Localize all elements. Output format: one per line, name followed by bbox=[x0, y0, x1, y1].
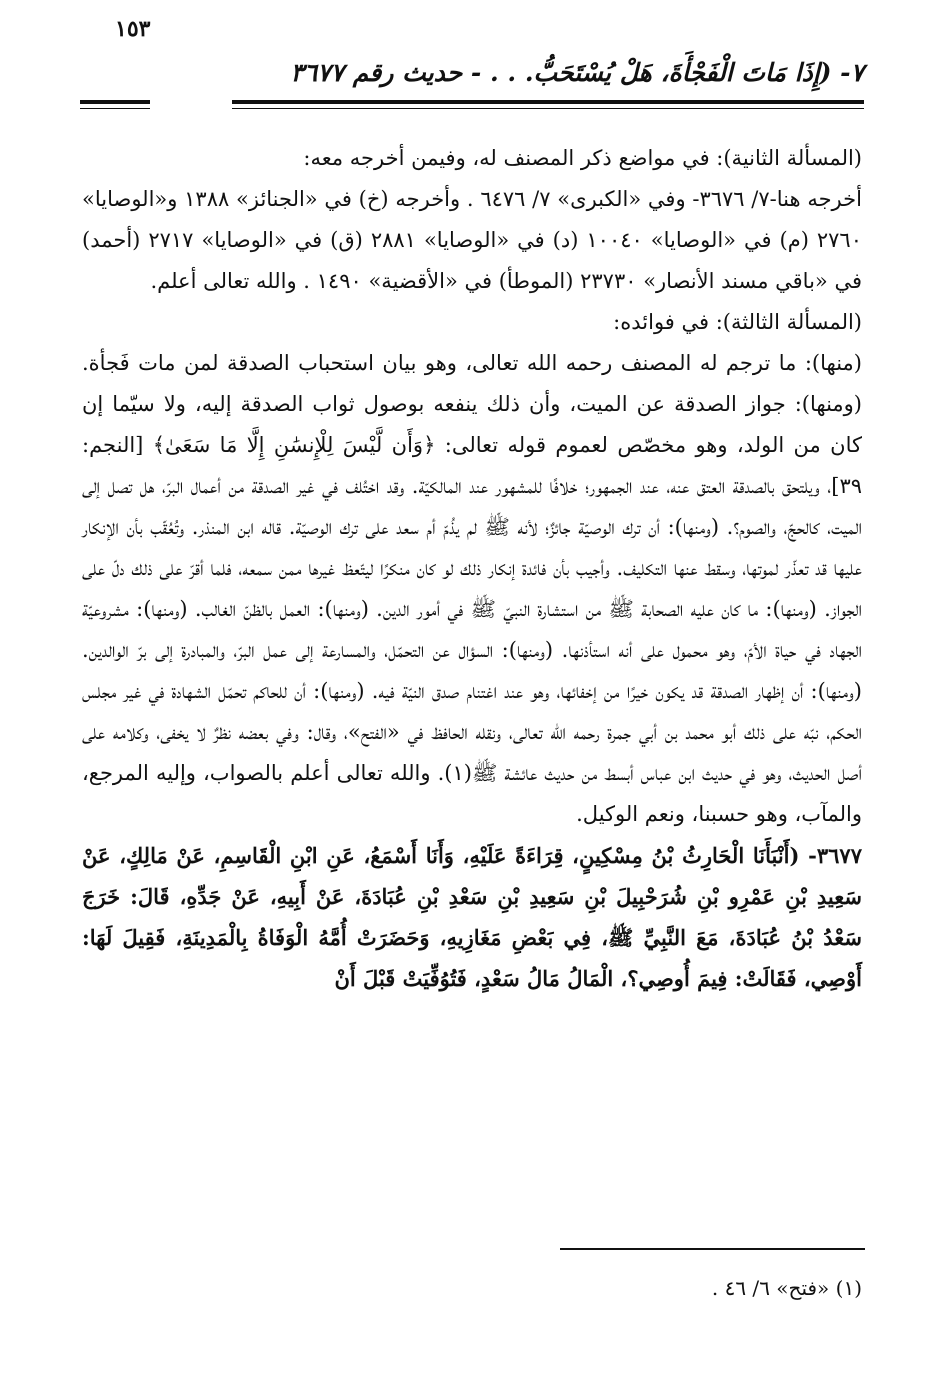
page-number-rule-thin bbox=[80, 108, 150, 109]
hadith-text: ٣٦٧٧- (أَنْبَأَنَا الْحَارِثُ بْنُ مِسْكِينٍ، قِرَاءَةً عَلَيْهِ، وَأَنَا أَسْمَعُ، عَنِ ابْنِ الْقَاسِمِ، عَنْ مَالِكٍ، عَنْ سَعِيدِ بْنِ عَمْرِو بْنِ شُرَحْبِيلَ بْنِ سَعِيدِ بْنِ سَعْدِ بْنِ عُبَادَةَ، عَنْ أَبِيهِ، عَنْ جَدِّهِ، قَالَ: خَرَجَ سَعْدُ بْنُ عُبَادَةَ، مَعَ النَّبِيِّ ﷺ، فِي بَعْضِ مَغَازِيهِ، وَحَضَرَتْ أُمَّهُ الْوَفَاةُ بِالْمَدِينَةِ، فَقِيلَ لَهَا: أَوْصِي، فَقَالَتْ: فِيمَ أُوصِي؟، الْمَالُ مَالُ سَعْدٍ، فَتُوُفِّيَتْ قَبْلَ أَنْ bbox=[82, 843, 862, 991]
footnote-separator bbox=[560, 1248, 865, 1250]
header-title: ٧- (إِذَا مَاتَ الْفَجْأَةَ، هَلْ يُسْتَحَبُّ. . . - حديث رقم ٣٦٧٧ bbox=[290, 58, 864, 87]
paragraph: (المسألة الثانية): في مواضع ذكر المصنف له، وفيمن أخرجه معه: bbox=[303, 146, 862, 170]
page-number-rule bbox=[80, 100, 150, 104]
paragraph: (منها): ما ترجم له المصنف رحمه الله تعالى، وهو بيان استحباب الصدقة لمن مات فَجأة. (ومنها): جواز الصدقة عن الميت، وأن ذلك ينفعه بوصول ثواب الصدقة إليه، ولا سيّما إن كان من الولد، وهو مخصّص لعموم قوله تعالى: ﴿وَأَن لَّيْسَ لِلْإِنسَٰنِ إِلَّا مَا سَعَىٰ﴾ [النجم: ٣٩]، ويلتحق بالصدقة العتق عنه، عند الجمهور؛ خلافًا للمشهور عند المالكيّة. وقد اختُلف في غير الصدقة من أعمال البرّ، هل تصل إلى الميت، كالحجّ، والصوم؟. (ومنها): أن ترك الوصيّة جائزٌ؛ لأنه ﷺ لم يذُمّ أم سعد على ترك الوصيّة. قاله ابن المنذر. وتُعُقّب بأن الإنكار عليها قد تعذّر لموتها، وسقط عنها التكليف. وأجيب بأن فائدة إنكار ذلك لو كان منكرًا ليتّعظ غيرها ممن سمعه، فلما أقرّ على ذلك دلّ على الجواز. (ومنها): ما كان عليه الصحابة ﷺ من استشارة النبيّ ﷺ في أمور الدين. (ومنها): العمل بالظنّ الغالب. (ومنها): مشروعيّة الجهاد في حياة الأمّ، وهو محمول على أنه استأذنها. (ومنها): السؤال عن التحمّل، والمسارعة إلى عمل البرّ، والمبادرة إلى برّ الوالدين. (ومنها): أن إظهار الصدقة قد يكون خيرًا من إخفائها، وهو عند اغتنام صدق النيّة فيه. (ومنها): أن للحاكم تحمّل الشهادة في غير مجلس الحكم، نبّه على ذلك أبو محمد بن أبي جمرة رحمه الله تعالى، ونقله الحافظ في «الفتح»، وقال: وفي بعضه نظرٌ لا يخفى، وكلامه على أصل الحديث، وهو في حديث ابن عباس أبسط من حديث عائشة ﷺ(١). والله تعالى أعلم بالصواب، وإليه المرجع، والمآب، وهو حسبنا، ونعم الوكيل. bbox=[82, 351, 862, 826]
page-number: ١٥٣ bbox=[115, 16, 151, 42]
main-text bbox=[82, 138, 862, 999]
header-rule-thin bbox=[232, 108, 864, 109]
header-rule bbox=[232, 100, 864, 104]
running-header bbox=[80, 58, 864, 98]
paragraph: أخرجه هنا-٧/ ٣٦٧٦- وفي «الكبرى» ٧/ ٦٤٧٦ . وأخرجه (خ) في «الجنائز» ١٣٨٨ و«الوصايا» ٢٧٦٠ (م) في «الوصايا» ١٠٠٤٠ (د) في «الوصايا» ٢٨٨١ (ق) في «الوصايا» ٢٧١٧ (أحمد) في «باقي مسند الأنصار» ٢٣٧٣٠ (الموطأ) في «الأقضية» ١٤٩٠ . والله تعالى أعلم. bbox=[82, 187, 862, 293]
footnote: (١) «فتح» ٦/ ٤٦ . bbox=[711, 1276, 862, 1300]
paragraph: (المسألة الثالثة): في فوائده: bbox=[613, 310, 862, 334]
